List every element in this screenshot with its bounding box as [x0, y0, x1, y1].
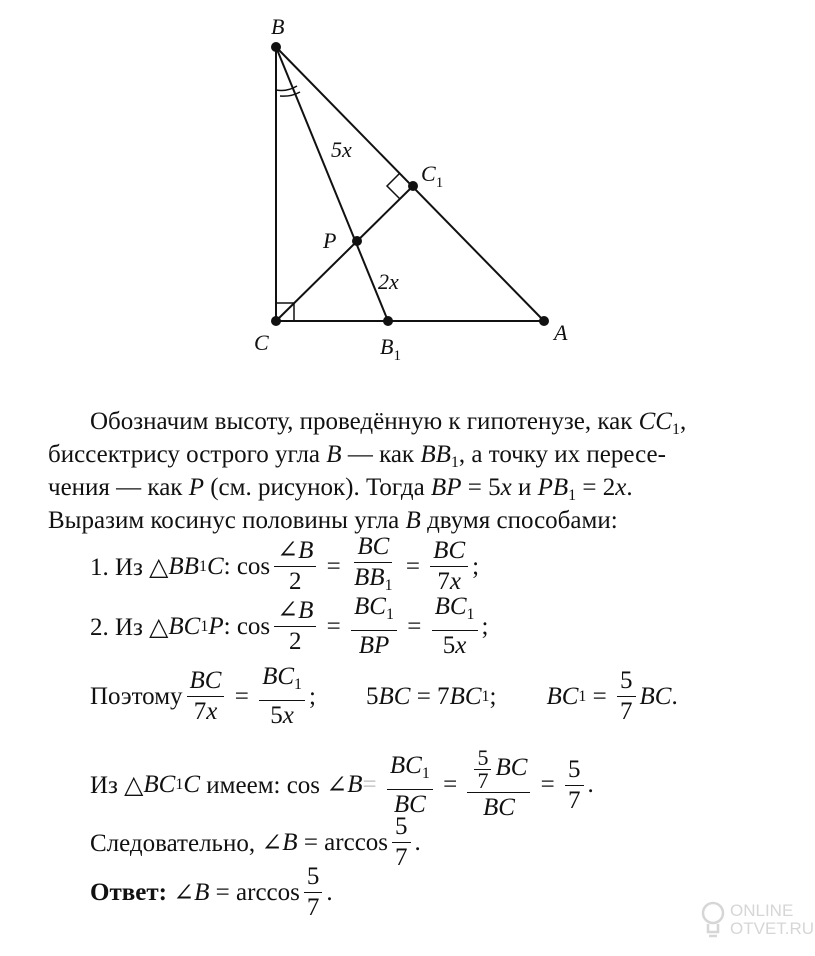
text-run: двумя способами: — [420, 507, 618, 534]
fraction — [259, 662, 305, 731]
solution-line — [90, 862, 333, 923]
label-c1-sub: 1 — [435, 175, 444, 191]
math-symbol: P — [208, 612, 224, 640]
math-symbol: B — [347, 771, 363, 798]
text-run: 2 — [289, 568, 302, 595]
text-run: = 2 — [576, 474, 616, 501]
label-c1-letter: C — [421, 161, 436, 186]
text-run: 7 — [193, 698, 207, 725]
math-symbol: BC — [262, 663, 295, 690]
text-run: ∠ — [277, 597, 299, 624]
text-run: Выразим косинус половины угла — [48, 507, 406, 534]
denominator — [267, 701, 297, 731]
math-symbol: B — [405, 507, 421, 534]
text-run: = 7 — [410, 682, 450, 710]
text-run: 7 — [437, 568, 450, 595]
point-b1 — [383, 316, 393, 326]
text-run: — как — [341, 441, 421, 468]
point-c — [271, 316, 281, 326]
subscript: 1 — [200, 617, 209, 635]
text-run: Поэтому — [90, 682, 183, 710]
math-symbol: BC — [168, 612, 201, 640]
label-c1 — [421, 161, 443, 191]
altitude-cc1 — [276, 186, 413, 321]
subscript: 1 — [294, 676, 303, 693]
watermark-line1: ONLINE — [730, 901, 794, 920]
label-c: C — [254, 330, 269, 355]
numerator — [617, 666, 636, 697]
denominator — [440, 631, 470, 661]
fraction — [432, 592, 478, 661]
label-b: B — [271, 14, 285, 39]
math-symbol: BB — [420, 441, 451, 468]
fraction — [474, 747, 491, 792]
math-symbol: x — [615, 474, 627, 501]
point-a — [539, 316, 549, 326]
subscript: 1 — [481, 687, 490, 705]
label-pb1-length: 2x — [378, 269, 399, 294]
text-run: = — [534, 771, 561, 798]
numerator — [430, 536, 468, 567]
point-c1 — [408, 181, 418, 191]
math-symbol: P — [188, 474, 204, 501]
numerator — [259, 662, 305, 701]
math-symbol: BC — [546, 682, 579, 710]
math-symbol: BC — [357, 533, 390, 560]
point-b — [271, 42, 281, 52]
text-run: 7 — [620, 698, 633, 725]
numerator — [474, 747, 491, 770]
text-run: : cos — [223, 552, 271, 580]
math-symbol: PB — [537, 474, 569, 501]
math-symbol: BC — [433, 537, 466, 564]
fraction — [565, 755, 584, 816]
fraction — [187, 666, 225, 727]
text-run: Из △ — [90, 772, 144, 799]
numerator — [304, 862, 323, 893]
text-run: = 5 — [461, 474, 501, 501]
numerator — [432, 592, 478, 631]
text-run: . — [671, 682, 678, 710]
math-symbol: BC — [189, 667, 222, 694]
text-run: 7 — [395, 844, 408, 871]
subscript: 1 — [671, 421, 680, 438]
text-run: 7 — [477, 768, 489, 793]
text-run: Обозначим высоту, проведённую к гипотенузе, как — [90, 408, 639, 435]
math-symbol: x — [282, 702, 294, 729]
label-bp-length: 5x — [331, 137, 352, 162]
math-symbol: BP — [430, 474, 462, 501]
text-run: 5 — [620, 667, 633, 694]
text-run: = — [320, 612, 348, 640]
subscript: 1 — [466, 606, 475, 623]
text-run: , а точку их пересе- — [458, 441, 666, 468]
subscript: 1 — [421, 764, 430, 782]
denominator — [356, 631, 393, 661]
text-run: = — [399, 552, 427, 580]
math-symbol: BP — [358, 632, 390, 659]
text-run: = — [586, 682, 614, 710]
numerator — [565, 755, 584, 786]
fraction — [387, 751, 433, 820]
math-symbol: x — [500, 474, 512, 501]
right-angle-mark-c1 — [387, 173, 400, 199]
math-symbol: BC — [495, 754, 528, 782]
math-symbol: BB — [354, 564, 385, 591]
text-run: 2 — [289, 628, 302, 655]
subscript: 1 — [198, 557, 207, 575]
math-symbol: C — [206, 552, 224, 580]
text-run: = — [228, 682, 256, 710]
text-run: 5 — [568, 755, 581, 783]
text-run: 2. Из △ — [90, 613, 169, 641]
text-run: . — [326, 878, 333, 906]
solution-line — [90, 592, 488, 661]
math-symbol: BB — [168, 552, 199, 580]
text-run: . — [626, 474, 633, 501]
subscript: 1 — [385, 606, 394, 623]
math-symbol: BC — [393, 790, 426, 818]
fraction — [467, 747, 530, 823]
denominator — [565, 786, 584, 816]
text-run: . — [414, 828, 421, 856]
text-run: 7 — [306, 894, 320, 921]
answer-label: Ответ: — [90, 878, 167, 906]
numerator — [354, 532, 392, 563]
subscript: 1 — [568, 487, 577, 504]
math-symbol: B — [326, 441, 342, 468]
numerator — [387, 751, 433, 790]
text-run: 5 — [477, 745, 489, 770]
subscript: 1 — [384, 577, 393, 594]
text-run: 5 — [306, 863, 320, 890]
subscript: 1 — [175, 776, 184, 793]
text-run: . — [587, 771, 594, 798]
denominator — [392, 843, 411, 873]
denominator — [286, 627, 305, 657]
label-b1-sub: 1 — [393, 348, 401, 364]
text-run: ; — [489, 682, 547, 710]
text-run: ∠ — [277, 537, 299, 564]
triangle-diagram — [0, 0, 815, 380]
math-symbol: B — [298, 597, 314, 624]
numerator — [274, 536, 316, 567]
denominator — [304, 893, 323, 923]
label-b1 — [380, 334, 401, 364]
numerator — [392, 812, 411, 843]
lightbulb-icon — [700, 900, 726, 940]
label-a: A — [554, 320, 568, 345]
fraction — [430, 536, 468, 597]
math-symbol: BC — [143, 771, 176, 798]
math-symbol: x — [449, 568, 461, 595]
point-p — [352, 236, 362, 246]
text-run: , — [679, 408, 687, 435]
text-run: = arccos — [297, 828, 389, 856]
text-run: = — [362, 771, 383, 798]
text-run: ∠ — [166, 879, 195, 907]
text-run: имеем: cos ∠ — [200, 772, 348, 799]
subscript: 1 — [578, 687, 587, 705]
math-symbol: CC — [638, 408, 672, 435]
math-symbol: BC — [434, 593, 467, 620]
text-run: 5 — [270, 702, 283, 729]
watermark — [700, 900, 814, 940]
label-b1-letter: B — [380, 334, 394, 359]
text-run: = — [436, 771, 464, 798]
math-symbol: x — [206, 698, 218, 725]
fraction — [274, 536, 316, 597]
numerator — [351, 592, 397, 631]
math-symbol: BC — [378, 682, 411, 710]
solution-line — [90, 532, 479, 601]
label-p: P — [323, 228, 337, 253]
math-symbol: B — [282, 828, 298, 856]
angle-arc-b2 — [280, 92, 300, 96]
text-run: ; 5 — [309, 682, 379, 710]
math-symbol: BC — [639, 682, 672, 710]
text-run: чения — как — [48, 474, 189, 501]
numerator — [467, 747, 530, 793]
text-run: Следовательно, ∠ — [90, 829, 283, 857]
text-run: = — [400, 612, 428, 640]
text-run: 5 — [395, 813, 408, 840]
solution-line — [90, 662, 678, 731]
math-symbol: BC — [354, 593, 386, 620]
math-symbol: B — [194, 878, 210, 906]
math-symbol: BC — [389, 751, 422, 779]
denominator — [480, 793, 518, 823]
fraction — [274, 596, 316, 657]
math-symbol: B — [298, 537, 314, 564]
text-run: (см. рисунок). Тогда — [203, 474, 431, 501]
math-symbol: BC — [482, 794, 515, 821]
text-run: и — [511, 474, 538, 501]
denominator — [191, 697, 221, 727]
text-run: 5 — [442, 632, 456, 659]
text-run: = arccos — [209, 878, 300, 906]
numerator — [187, 666, 225, 697]
math-symbol: BC — [449, 682, 482, 710]
text-run: биссектрису острого угла — [48, 441, 327, 468]
denominator — [617, 697, 636, 727]
text-run: 7 — [568, 786, 581, 814]
fraction — [617, 666, 636, 727]
denominator — [474, 770, 491, 792]
fraction — [392, 812, 411, 873]
text-run: ; — [472, 552, 480, 580]
math-symbol: C — [183, 771, 201, 798]
fraction — [351, 592, 397, 661]
subscript: 1 — [450, 454, 459, 471]
math-symbol: x — [455, 632, 467, 659]
text-run: = — [320, 552, 348, 580]
watermark-line2: OTVET.RU — [730, 919, 815, 938]
text-run: : cos — [223, 612, 271, 640]
text-run: 1. Из △ — [90, 553, 169, 581]
numerator — [274, 596, 316, 627]
fraction — [351, 532, 396, 601]
fraction — [304, 862, 323, 923]
text-run: ; — [481, 612, 489, 640]
